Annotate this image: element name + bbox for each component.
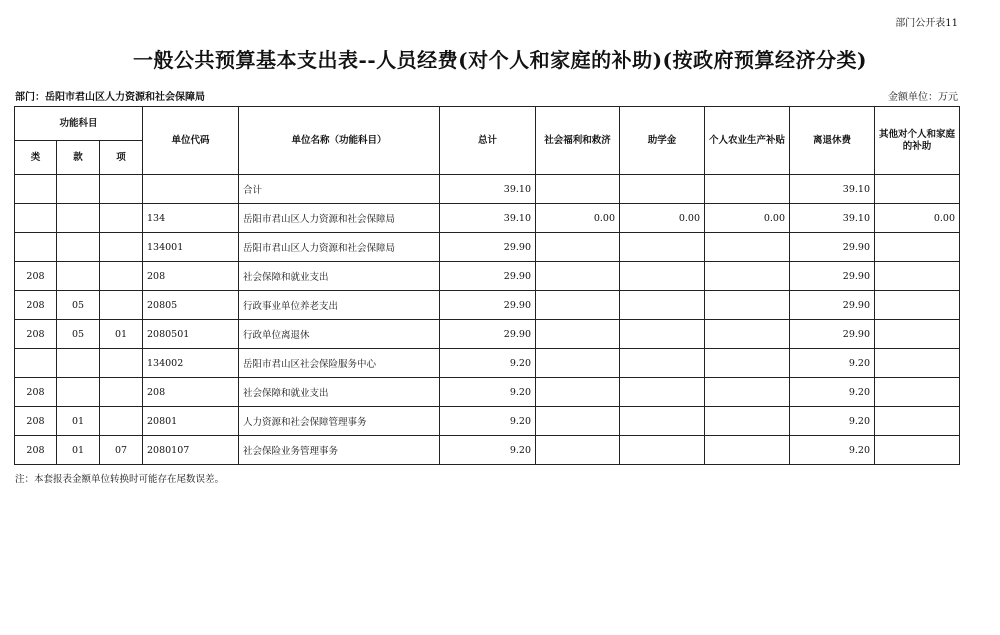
cell-code: 2080107 bbox=[143, 436, 239, 465]
cell-lei: 208 bbox=[15, 320, 57, 349]
cell-retire: 39.10 bbox=[790, 204, 875, 233]
cell-name: 行政事业单位养老支出 bbox=[239, 291, 440, 320]
cell-welfare bbox=[536, 291, 620, 320]
cell-lei bbox=[15, 233, 57, 262]
cell-other bbox=[875, 262, 960, 291]
cell-agri bbox=[705, 262, 790, 291]
cell-kuan bbox=[57, 262, 100, 291]
table-row bbox=[15, 262, 960, 291]
cell-code: 208 bbox=[143, 378, 239, 407]
table-row bbox=[15, 204, 960, 233]
header-xiang: 项 bbox=[100, 141, 143, 175]
cell-agri: 0.00 bbox=[705, 204, 790, 233]
cell-kuan bbox=[57, 175, 100, 204]
cell-xiang: 07 bbox=[100, 436, 143, 465]
cell-other bbox=[875, 320, 960, 349]
cell-name: 社会保险业务管理事务 bbox=[239, 436, 440, 465]
cell-total: 29.90 bbox=[440, 233, 536, 262]
cell-welfare bbox=[536, 262, 620, 291]
cell-welfare bbox=[536, 175, 620, 204]
cell-retire: 9.20 bbox=[790, 349, 875, 378]
cell-grant bbox=[620, 291, 705, 320]
cell-retire: 29.90 bbox=[790, 291, 875, 320]
cell-kuan bbox=[57, 349, 100, 378]
cell-kuan: 01 bbox=[57, 407, 100, 436]
cell-name: 岳阳市君山区人力资源和社会保障局 bbox=[239, 204, 440, 233]
cell-xiang bbox=[100, 349, 143, 378]
cell-grant bbox=[620, 407, 705, 436]
cell-other bbox=[875, 436, 960, 465]
header-total: 总计 bbox=[440, 107, 536, 175]
cell-xiang bbox=[100, 204, 143, 233]
cell-total: 9.20 bbox=[440, 407, 536, 436]
table-row bbox=[15, 407, 960, 436]
cell-lei bbox=[15, 204, 57, 233]
cell-code: 134 bbox=[143, 204, 239, 233]
cell-welfare bbox=[536, 436, 620, 465]
cell-code: 134001 bbox=[143, 233, 239, 262]
cell-other: 0.00 bbox=[875, 204, 960, 233]
cell-name: 社会保障和就业支出 bbox=[239, 378, 440, 407]
cell-agri bbox=[705, 233, 790, 262]
cell-welfare bbox=[536, 349, 620, 378]
header-social-welfare: 社会福利和救济 bbox=[536, 107, 620, 175]
cell-code: 20805 bbox=[143, 291, 239, 320]
cell-name: 岳阳市君山区社会保险服务中心 bbox=[239, 349, 440, 378]
cell-grant bbox=[620, 378, 705, 407]
header-lei: 类 bbox=[15, 141, 57, 175]
cell-other bbox=[875, 175, 960, 204]
cell-welfare bbox=[536, 378, 620, 407]
cell-grant bbox=[620, 349, 705, 378]
cell-agri bbox=[705, 291, 790, 320]
department-label: 部门：岳阳市君山区人力资源和社会保障局 bbox=[15, 92, 205, 103]
cell-code: 20801 bbox=[143, 407, 239, 436]
cell-xiang bbox=[100, 407, 143, 436]
cell-name: 社会保障和就业支出 bbox=[239, 262, 440, 291]
table-row bbox=[15, 349, 960, 378]
cell-grant bbox=[620, 233, 705, 262]
table-row bbox=[15, 233, 960, 262]
cell-kuan bbox=[57, 378, 100, 407]
cell-lei bbox=[15, 349, 57, 378]
header-unit-code: 单位代码 bbox=[143, 107, 239, 175]
cell-xiang bbox=[100, 262, 143, 291]
cell-welfare: 0.00 bbox=[536, 204, 620, 233]
cell-xiang bbox=[100, 378, 143, 407]
cell-kuan: 01 bbox=[57, 436, 100, 465]
cell-lei: 208 bbox=[15, 436, 57, 465]
cell-kuan: 05 bbox=[57, 291, 100, 320]
cell-name: 人力资源和社会保障管理事务 bbox=[239, 407, 440, 436]
cell-kuan: 05 bbox=[57, 320, 100, 349]
cell-retire: 9.20 bbox=[790, 378, 875, 407]
cell-xiang bbox=[100, 233, 143, 262]
cell-retire: 29.90 bbox=[790, 262, 875, 291]
cell-name: 行政单位离退休 bbox=[239, 320, 440, 349]
cell-lei: 208 bbox=[15, 378, 57, 407]
cell-retire: 9.20 bbox=[790, 436, 875, 465]
cell-name: 合计 bbox=[239, 175, 440, 204]
cell-other bbox=[875, 233, 960, 262]
cell-other bbox=[875, 291, 960, 320]
table-row bbox=[15, 378, 960, 407]
header-retirement-pay: 离退休费 bbox=[790, 107, 875, 175]
amount-unit-label: 金额单位：万元 bbox=[888, 92, 958, 103]
cell-retire: 9.20 bbox=[790, 407, 875, 436]
expenditure-table bbox=[14, 106, 960, 465]
cell-grant bbox=[620, 262, 705, 291]
cell-lei: 208 bbox=[15, 291, 57, 320]
table-row bbox=[15, 436, 960, 465]
cell-grant: 0.00 bbox=[620, 204, 705, 233]
cell-welfare bbox=[536, 407, 620, 436]
cell-total: 39.10 bbox=[440, 175, 536, 204]
cell-agri bbox=[705, 378, 790, 407]
cell-retire: 29.90 bbox=[790, 233, 875, 262]
cell-xiang: 01 bbox=[100, 320, 143, 349]
cell-lei: 208 bbox=[15, 262, 57, 291]
header-kuan: 款 bbox=[57, 141, 100, 175]
header-other-subsidy: 其他对个人和家庭的补助 bbox=[875, 107, 960, 175]
cell-lei: 208 bbox=[15, 407, 57, 436]
cell-total: 9.20 bbox=[440, 349, 536, 378]
form-number: 部门公开表11 bbox=[895, 18, 958, 29]
cell-name: 岳阳市君山区人力资源和社会保障局 bbox=[239, 233, 440, 262]
cell-agri bbox=[705, 407, 790, 436]
cell-kuan bbox=[57, 204, 100, 233]
page-title: 一般公共预算基本支出表--人员经费(对个人和家庭的补助)(按政府预算经济分类) bbox=[133, 48, 867, 72]
cell-grant bbox=[620, 320, 705, 349]
cell-agri bbox=[705, 349, 790, 378]
cell-code: 2080501 bbox=[143, 320, 239, 349]
header-unit-name: 单位名称（功能科目） bbox=[239, 107, 440, 175]
cell-total: 29.90 bbox=[440, 320, 536, 349]
table-row bbox=[15, 291, 960, 320]
cell-xiang bbox=[100, 291, 143, 320]
cell-total: 39.10 bbox=[440, 204, 536, 233]
cell-agri bbox=[705, 320, 790, 349]
footnote: 注：本套报表金额单位转换时可能存在尾数误差。 bbox=[15, 474, 225, 485]
cell-xiang bbox=[100, 175, 143, 204]
cell-kuan bbox=[57, 233, 100, 262]
cell-lei bbox=[15, 175, 57, 204]
cell-total: 9.20 bbox=[440, 378, 536, 407]
cell-total: 29.90 bbox=[440, 262, 536, 291]
cell-other bbox=[875, 349, 960, 378]
cell-retire: 29.90 bbox=[790, 320, 875, 349]
cell-welfare bbox=[536, 320, 620, 349]
header-student-grant: 助学金 bbox=[620, 107, 705, 175]
cell-other bbox=[875, 407, 960, 436]
cell-other bbox=[875, 378, 960, 407]
cell-grant bbox=[620, 436, 705, 465]
table-row bbox=[15, 320, 960, 349]
header-function-subject: 功能科目 bbox=[15, 107, 143, 141]
cell-agri bbox=[705, 436, 790, 465]
cell-total: 9.20 bbox=[440, 436, 536, 465]
table-row bbox=[15, 175, 960, 204]
cell-grant bbox=[620, 175, 705, 204]
cell-code: 208 bbox=[143, 262, 239, 291]
cell-total: 29.90 bbox=[440, 291, 536, 320]
cell-code bbox=[143, 175, 239, 204]
cell-retire: 39.10 bbox=[790, 175, 875, 204]
header-agri-subsidy: 个人农业生产补贴 bbox=[705, 107, 790, 175]
cell-agri bbox=[705, 175, 790, 204]
cell-code: 134002 bbox=[143, 349, 239, 378]
cell-welfare bbox=[536, 233, 620, 262]
